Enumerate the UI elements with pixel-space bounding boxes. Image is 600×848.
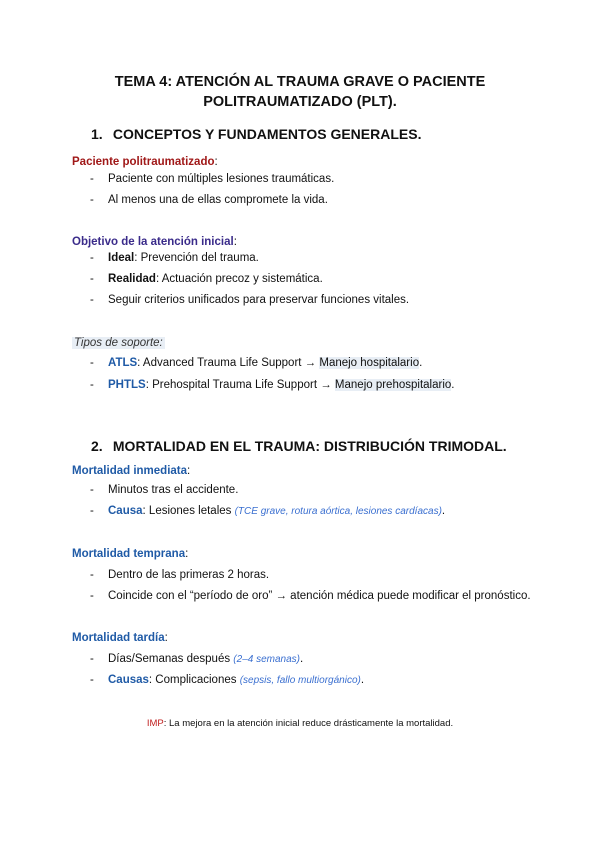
list-item-text: : Prehospital Trauma Life Support → [145,379,335,391]
list-item [90,569,269,581]
list-item-end: . [300,653,304,665]
objetivo-label [72,236,237,248]
temprana-label-text: Mortalidad temprana [72,548,186,560]
list-item-text: Minutos tras el accidente. [108,484,239,496]
list-item-end: . [360,674,365,686]
list-item [90,252,259,264]
list-item-text: Paciente con múltiples lesiones traumáticas. [108,173,335,185]
section-2-number: 2. [91,438,103,454]
list-item [90,505,445,517]
dash: - [90,273,94,285]
tardia-label [72,632,168,644]
inmediata-label [72,465,190,477]
note: (sepsis, fallo multiorgánico) [239,675,361,686]
imp-key: IMP [146,718,164,729]
soporte-label-text: Tipos de soporte: [74,337,163,349]
document-title-line-2: POLITRAUMATIZADO (PLT). [203,94,397,110]
highlight: Manejo hospitalario [319,357,420,369]
soporte-label [72,337,165,349]
list-item-text: Días/Semanas después [108,653,234,665]
keyword: ATLS [108,357,138,369]
list-item-text: : Advanced Trauma Life Support → [137,357,320,369]
list-item [90,379,454,391]
keyword: PHTLS [108,379,146,391]
dash: - [90,653,94,665]
list-item [90,653,303,665]
note: (TCE grave, rotura aórtica, lesiones cardíacas) [234,506,442,517]
keyword: Causa [108,505,143,517]
dash: - [90,379,94,391]
list-item-end: . [451,379,455,391]
dash: - [90,569,94,581]
tardia-label-text: Mortalidad tardía [72,632,165,644]
keyword: Realidad [108,273,156,285]
dash: - [90,294,94,306]
list-item-text: : Lesiones letales [142,505,235,517]
dash: - [90,252,94,264]
colon: : [233,236,237,248]
list-item-text: : Prevención del trauma. [134,252,259,264]
dash: - [90,194,94,206]
section-1-number: 1. [91,126,103,142]
list-item-text: Seguir criterios unificados para preservar funciones vitales. [108,294,410,306]
section-2-heading [91,438,507,454]
dash: - [90,674,94,686]
highlight: Manejo prehospitalario [334,379,452,391]
note: (2–4 semanas) [233,654,300,665]
list-item-text: : Complicaciones [148,674,240,686]
politraumatizado-label-text: Paciente politraumatizado [72,156,215,168]
list-item [90,674,364,686]
list-item-end: . [441,505,446,517]
section-1-title: CONCEPTOS Y FUNDAMENTOS GENERALES. [112,126,422,142]
list-item [90,590,531,602]
list-item-text: Coincide con el “período de oro” → atención médica puede modificar el pronóstico. [108,590,531,602]
list-item [90,484,238,496]
section-2-title: MORTALIDAD EN EL TRAUMA: DISTRIBUCIÓN TRIMODAL. [112,438,507,454]
dash: - [90,505,94,517]
objetivo-label-text: Objetivo de la atención inicial [72,236,234,248]
imp-note [0,718,600,729]
list-item-end: . [419,357,423,369]
colon: : [214,156,218,168]
list-item-text: : Actuación precoz y sistemática. [155,273,323,285]
dash: - [90,484,94,496]
list-item-text: Al menos una de ellas compromete la vida. [108,194,328,206]
section-1-heading [91,126,421,142]
colon: : [164,632,168,644]
list-item [90,357,422,369]
colon: : [185,548,189,560]
list-item [90,294,409,306]
document-title-line-1: TEMA 4: ATENCIÓN AL TRAUMA GRAVE O PACIENTE [114,74,486,90]
list-item [90,173,334,185]
colon: : [187,465,191,477]
list-item [90,273,323,285]
list-item [90,194,328,206]
politraumatizado-label [72,156,218,168]
keyword: Causas [108,674,149,686]
dash: - [90,173,94,185]
dash: - [90,357,94,369]
inmediata-label-text: Mortalidad inmediata [72,465,188,477]
list-item-text: Dentro de las primeras 2 horas. [108,569,270,581]
dash: - [90,590,94,602]
temprana-label [72,548,188,560]
imp-text: : La mejora en la atención inicial reduce drásticamente la mortalidad. [163,718,454,729]
keyword: Ideal [108,252,135,264]
